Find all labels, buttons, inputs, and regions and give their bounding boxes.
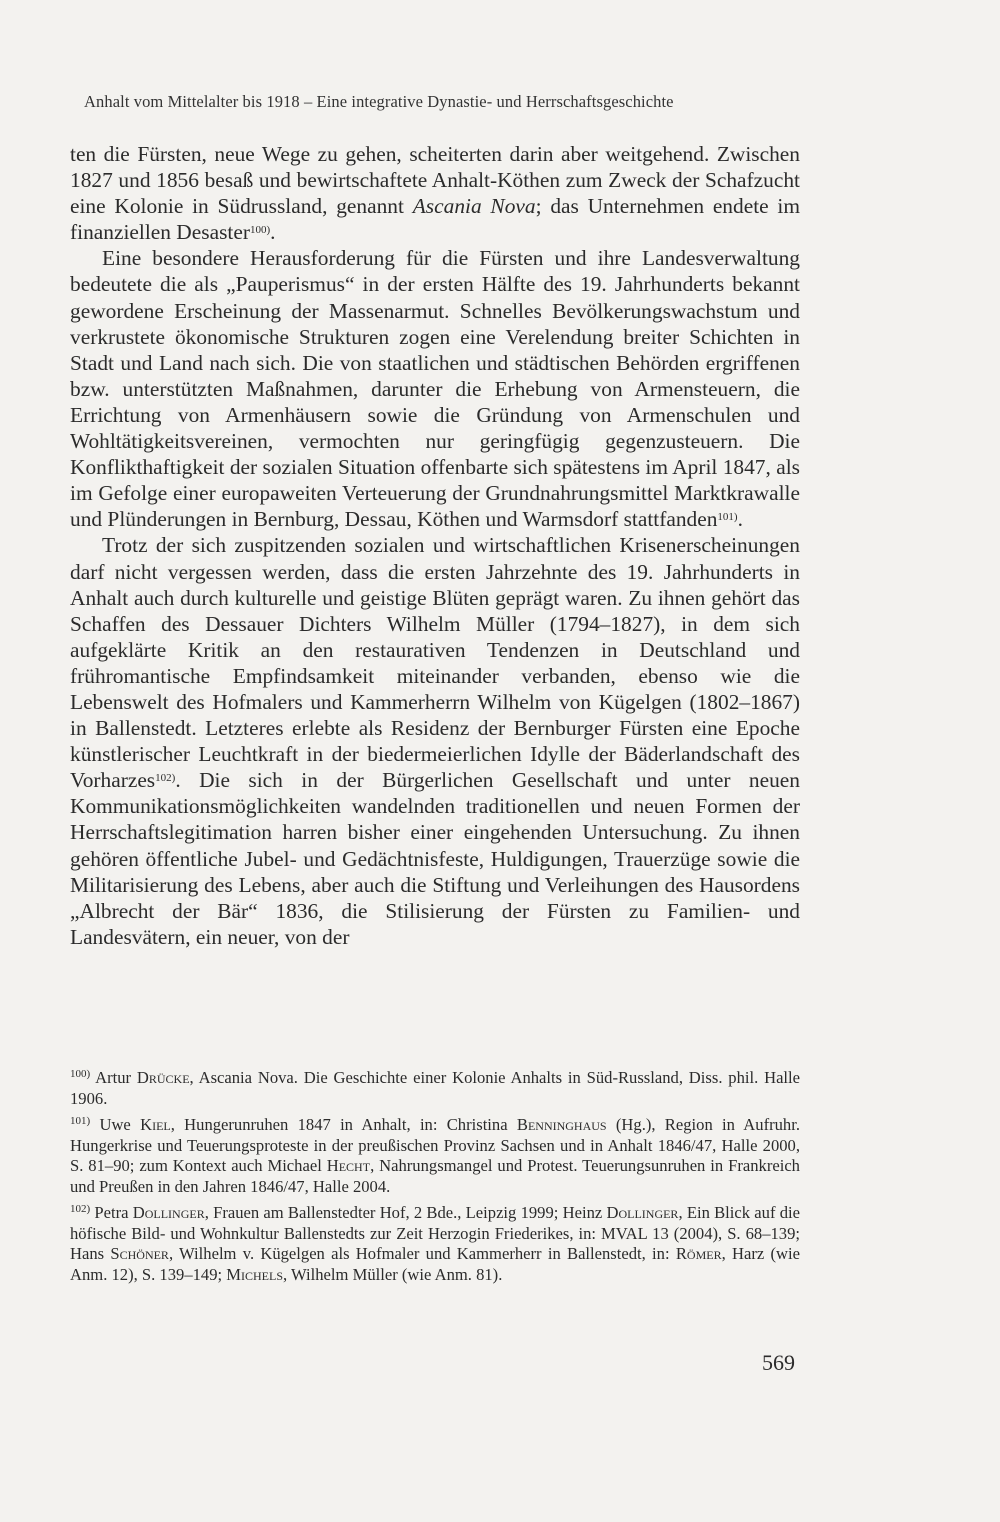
body-text <box>70 141 800 950</box>
footnote-text-part: , Ascania Nova. Die Geschichte einer Kolonie Anhalts in Süd-Russland, Diss. phil. Halle 1906. <box>70 1068 801 1108</box>
paragraph-2-text-a: Eine besondere Herausforderung für die Fürsten und ihre Landesverwaltung bedeutete die als „Pauperismus“ in der ersten Hälfte des 19. Jahrhunderts bekannt gewordene Erscheinung der Massenarmut. Schnelles Bevölkerungswachstum und verkrustete ökonomische Strukturen zogen eine Verelendung breiter Schichten in Stadt und Land nach sich. Die von staatlichen und städtischen Behörden ergriffenen bzw. unterstützten Maßnahmen, darunter die Erhebung von Armensteuern, die Errichtung von Armenhäusern sowie die Gründung von Armenschulen und Wohltätigkeitsvereinen, vermochten nur geringfügig gegenzusteuern. Die Konflikthaftigkeit der sozialen Situation offenbarte sich spätestens im April 1847, als im Gefolge einer europaweiten Verteuerung der Grundnahrungsmittel Marktkrawalle und Plünderungen in Bernburg, Dessau, Köthen und Warmsdorf stattfanden <box>70 246 800 532</box>
footnote-text-part: , Hungerunruhen 1847 in Anhalt, in: Christina <box>170 1115 517 1134</box>
footnote-text-part: , Wilhelm Müller (wie Anm. 81). <box>283 1264 503 1284</box>
footnote-number: 101) <box>70 1115 91 1127</box>
footnote-text <box>70 1068 800 1108</box>
footnote-text-part: , Nahrungsmangel und Protest. Teuerungsunruhen in Frankreich und Preußen in den Jahren 1846/47, Halle 2004. <box>70 1156 800 1196</box>
paragraph-3-text-b: . Die sich in der Bürgerlichen Gesellschaft und unter neuen Kommunikationsmöglichkeiten wandelnden traditionellen und neuen Formen der Herrschaftslegitimation harren bisher einer eingehenden Untersuchung. Zu ihnen gehören öffentliche Jubel- und Gedächtnisfeste, Huldigungen, Trauerzüge sowie die Militarisierung des Lebens, aber auch die Stiftung und Verleihungen des Hausordens „Albrecht der Bär“ 1836, die Stilisierung der Fürsten zu Familien- und Landesvätern, ein neuer, von der <box>70 768 800 949</box>
paragraph-2 <box>70 245 800 532</box>
footnote-text-part: (Hg.), Region in Aufruhr. Hungerkrise und Teuerungsproteste in der preußischen Provinz Sachsen und in Anhalt 1846/47, Halle 2000, S. 81–90; zum Kontext auch Michael <box>70 1115 800 1175</box>
page-number: 569 <box>762 1350 795 1375</box>
italic-ascania-nova: Ascania Nova <box>412 194 536 219</box>
author-name: Dollinger <box>606 1203 679 1222</box>
author-name: Dollinger <box>132 1203 205 1222</box>
author-name: Benninghaus <box>516 1115 607 1134</box>
footnote-text <box>70 1203 800 1284</box>
paragraph-1-text-a: ten die Fürsten, neue Wege zu gehen, scheiterten darin aber weitgehend. Zwischen 1827 und 1856 besaß und bewirtschaftete Anhalt-Köthen zum Zweck der Schafzucht eine Kolonie in Südrussland, genannt <box>70 142 800 219</box>
author-name: Drücke <box>136 1068 190 1087</box>
footnote-text-part: Petra <box>94 1203 133 1222</box>
footnote-ref-101[interactable]: 101) <box>717 511 738 524</box>
footnotes <box>70 1068 800 1291</box>
author-name: Schöner <box>110 1244 169 1263</box>
paragraph-2-text-b: . <box>737 507 743 532</box>
footnote-text-part: , Harz (wie Anm. 12), S. 139–149; <box>70 1244 800 1284</box>
footnote-102 <box>70 1203 800 1285</box>
footnote-text-part: , Wilhelm v. Kügelgen als Hofmaler und Kammerherr in Ballenstedt, in: <box>168 1244 676 1263</box>
footnote-text-part: Uwe <box>99 1115 141 1134</box>
running-head: Anhalt vom Mittelalter bis 1918 – Eine integrative Dynastie- und Herrschaftsgeschichte <box>84 92 674 111</box>
paragraph-3-text-a: Trotz der sich zuspitzenden sozialen und wirtschaftlichen Krisenerscheinungen darf nicht vergessen werden, dass die ersten Jahrzehnte des 19. Jahrhunderts in Anhalt auch durch kulturelle und geistige Blüten geprägt waren. Zu ihnen gehört das Schaffen des Dessauer Dichters Wilhelm Müller (1794–1827), in dem sich aufgeklärte Kritik an den restaurativen Tendenzen in Deutschland und frühromantische Empfindsamkeit miteinander verbanden, ebenso wie die Lebenswelt des Hofmalers und Kammerherrn Wilhelm von Kügelgen (1802–1867) in Ballenstedt. Letzteres erlebte als Residenz der Bernburger Fürsten eine Epoche künstlerischer Leuchtkraft in der biedermeierlichen Idylle der Bäderlandschaft des Vorharzes <box>70 533 800 793</box>
footnote-number: 102) <box>70 1203 91 1215</box>
author-name: Kiel <box>140 1115 171 1134</box>
footnote-number: 100) <box>70 1068 91 1080</box>
paragraph-1 <box>70 141 800 245</box>
footnote-101 <box>70 1115 800 1197</box>
paragraph-3 <box>70 532 800 950</box>
footnote-text-part: Artur <box>95 1068 137 1087</box>
footnote-100 <box>70 1068 800 1109</box>
paragraph-1-text-b: ; das Unternehmen endete im finanziellen Desaster <box>70 194 800 245</box>
footnote-ref-102[interactable]: 102) <box>155 772 176 785</box>
paragraph-1-text-c: . <box>270 220 276 245</box>
author-name: Römer <box>675 1244 722 1263</box>
footnote-text-part: , Frauen am Ballenstedter Hof, 2 Bde., Leipzig 1999; Heinz <box>204 1203 607 1222</box>
author-name: Hecht <box>326 1156 371 1175</box>
footnote-ref-100[interactable]: 100) <box>249 224 271 237</box>
footnote-text-part: , Ein Blick auf die höfische Bild- und Wohnkultur Ballenstedts zur Zeit Herzogin Friederikes, in: MVAL 13 (2004), S. 68–139; Hans <box>70 1203 800 1263</box>
author-name: Michels <box>226 1264 284 1284</box>
footnote-text <box>70 1115 800 1196</box>
